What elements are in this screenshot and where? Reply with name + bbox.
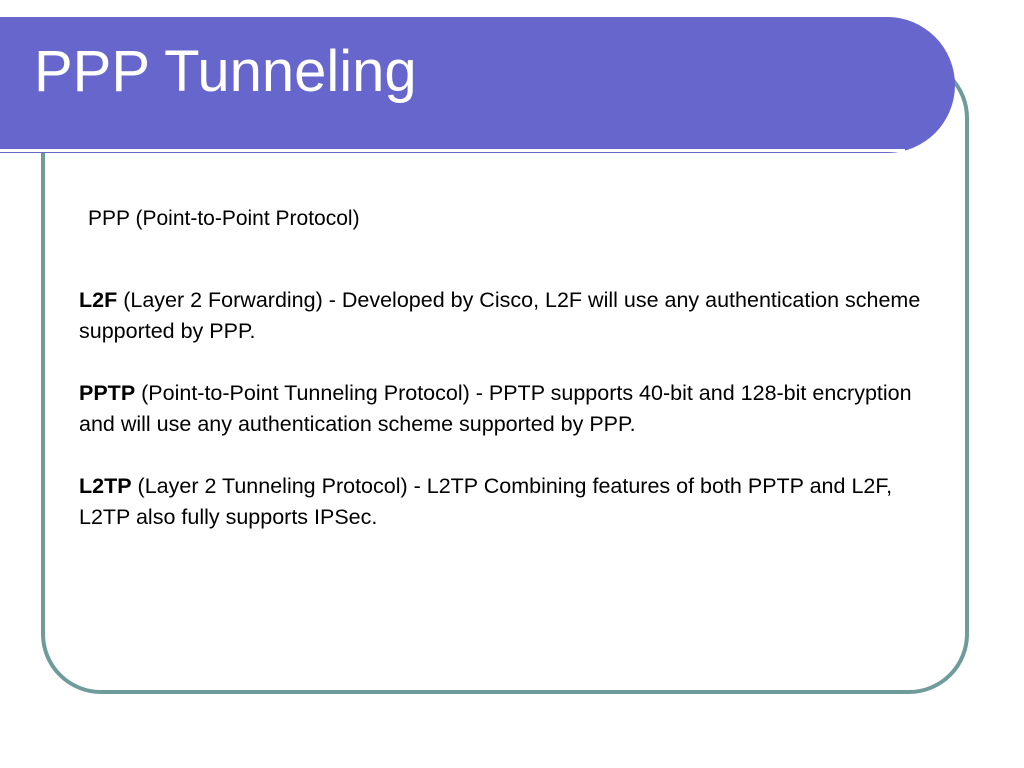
term-l2tp: L2TP: [79, 474, 132, 498]
paragraph-l2f: [79, 285, 929, 347]
description-l2tp: (Layer 2 Tunneling Protocol) - L2TP Combining features of both PPTP and L2F, L2TP also fully supports IPSec.: [79, 474, 893, 529]
description-l2f: (Layer 2 Forwarding) - Developed by Cisco, L2F will use any authentication scheme supported by PPP.: [79, 288, 921, 343]
body-text: [79, 285, 929, 564]
intro-line: PPP (Point-to-Point Protocol): [88, 207, 360, 230]
paragraph-l2tp: [79, 471, 929, 533]
title-underline: [0, 149, 905, 152]
description-pptp: (Point-to-Point Tunneling Protocol) - PPTP supports 40-bit and 128-bit encryption and will use any authentication scheme supported by PPP.: [79, 381, 912, 436]
term-pptp: PPTP: [79, 381, 136, 405]
slide-title: PPP Tunneling: [34, 39, 417, 104]
term-l2f: L2F: [79, 288, 118, 312]
paragraph-pptp: [79, 378, 929, 440]
